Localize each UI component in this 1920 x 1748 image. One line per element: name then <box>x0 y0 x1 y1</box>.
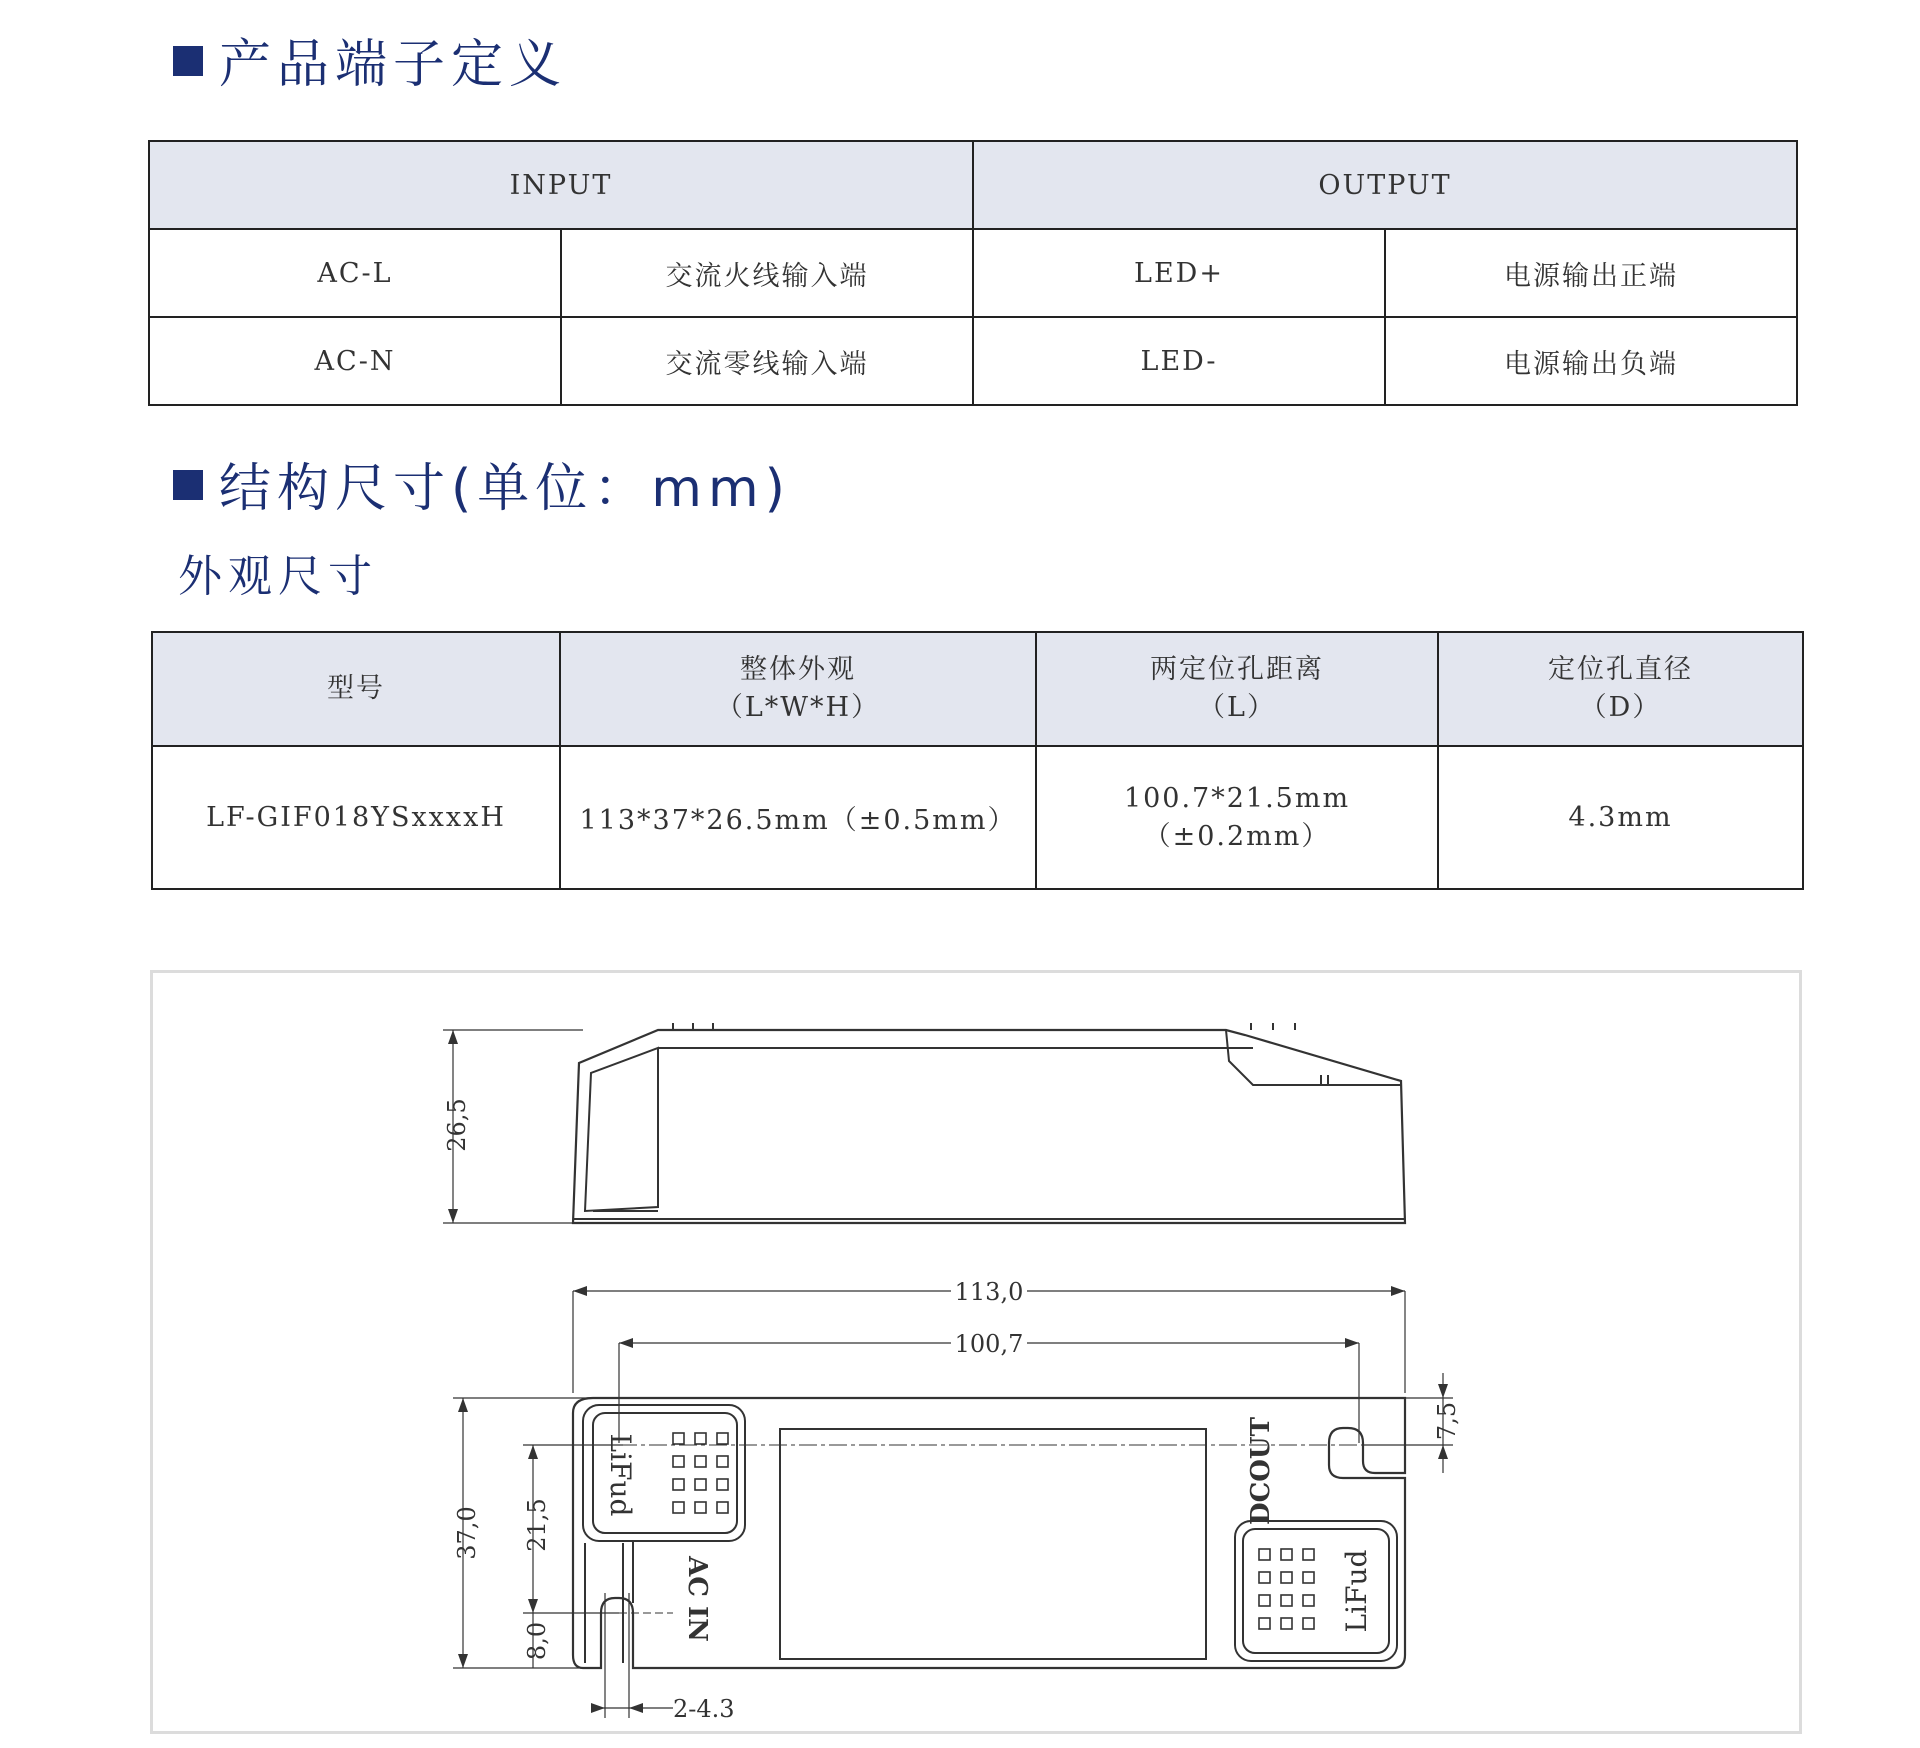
input-pin-cell: AC-L <box>149 229 561 317</box>
terminals-section-title: 产品端子定义 <box>173 22 567 97</box>
side-view <box>443 1023 1405 1223</box>
hole-offset-dimension-label: 21,5 <box>523 1498 551 1552</box>
output-header: OUTPUT <box>973 141 1797 229</box>
length-dimensions <box>573 1275 1405 1443</box>
model-cell: LF-GIF018YSxxxxH <box>152 746 560 889</box>
right-slot-dimension-label: 7,5 <box>1433 1401 1461 1441</box>
hole-distance-cell: 100.7*21.5mm（±0.2mm） <box>1036 746 1438 889</box>
input-desc-cell: 交流火线输入端 <box>561 229 973 317</box>
technical-drawing-frame <box>150 970 1802 1734</box>
hole-pitch-dimension-label: 100,7 <box>954 1330 1024 1358</box>
appearance-subtitle: 外观尺寸 <box>178 551 378 602</box>
table-row <box>149 229 1797 317</box>
dimension-table <box>151 631 1804 890</box>
slot-dimension-label: 8,0 <box>523 1621 551 1661</box>
square-bullet-icon <box>173 46 203 76</box>
dc-out-label: DCOUT <box>1246 1417 1276 1525</box>
output-pin-cell: LED- <box>973 317 1385 405</box>
square-bullet-icon <box>173 470 203 500</box>
hole-diameter-dimension-label: 2-4.3 <box>673 1695 735 1723</box>
table-row <box>152 746 1803 889</box>
table-row <box>149 317 1797 405</box>
terminals-table <box>148 140 1798 406</box>
structure-section-title: 结构尺寸(单位：mm) <box>173 446 791 521</box>
header-model: 型号 <box>152 632 560 746</box>
output-desc-cell: 电源输出负端 <box>1385 317 1797 405</box>
input-header: INPUT <box>149 141 973 229</box>
table-header-row <box>149 141 1797 229</box>
width-dimension-label: 37,0 <box>453 1506 481 1560</box>
ac-in-label: AC IN <box>682 1556 712 1642</box>
hole-diameter-cell: 4.3mm <box>1438 746 1803 889</box>
width-dimensions <box>453 1398 623 1668</box>
table-header-row <box>152 632 1803 746</box>
output-desc-cell: 电源输出正端 <box>1385 229 1797 317</box>
header-hole-distance: 两定位孔距离 （L） <box>1036 632 1438 746</box>
header-hole-diameter: 定位孔直径 （D） <box>1438 632 1803 746</box>
logo-left: LiFud <box>604 1433 637 1517</box>
input-desc-cell: 交流零线输入端 <box>561 317 973 405</box>
output-pin-cell: LED+ <box>973 229 1385 317</box>
technical-drawing <box>153 973 1799 1731</box>
top-view <box>573 1398 1405 1668</box>
height-dimension-label: 26,5 <box>443 1098 471 1152</box>
header-overall: 整体外观 （L*W*H） <box>560 632 1036 746</box>
right-slot-dimension <box>1363 1373 1461 1473</box>
logo-right: LiFud <box>1340 1549 1373 1633</box>
overall-cell: 113*37*26.5mm（±0.5mm） <box>560 746 1036 889</box>
input-pin-cell: AC-N <box>149 317 561 405</box>
length-dimension-label: 113,0 <box>954 1278 1024 1306</box>
